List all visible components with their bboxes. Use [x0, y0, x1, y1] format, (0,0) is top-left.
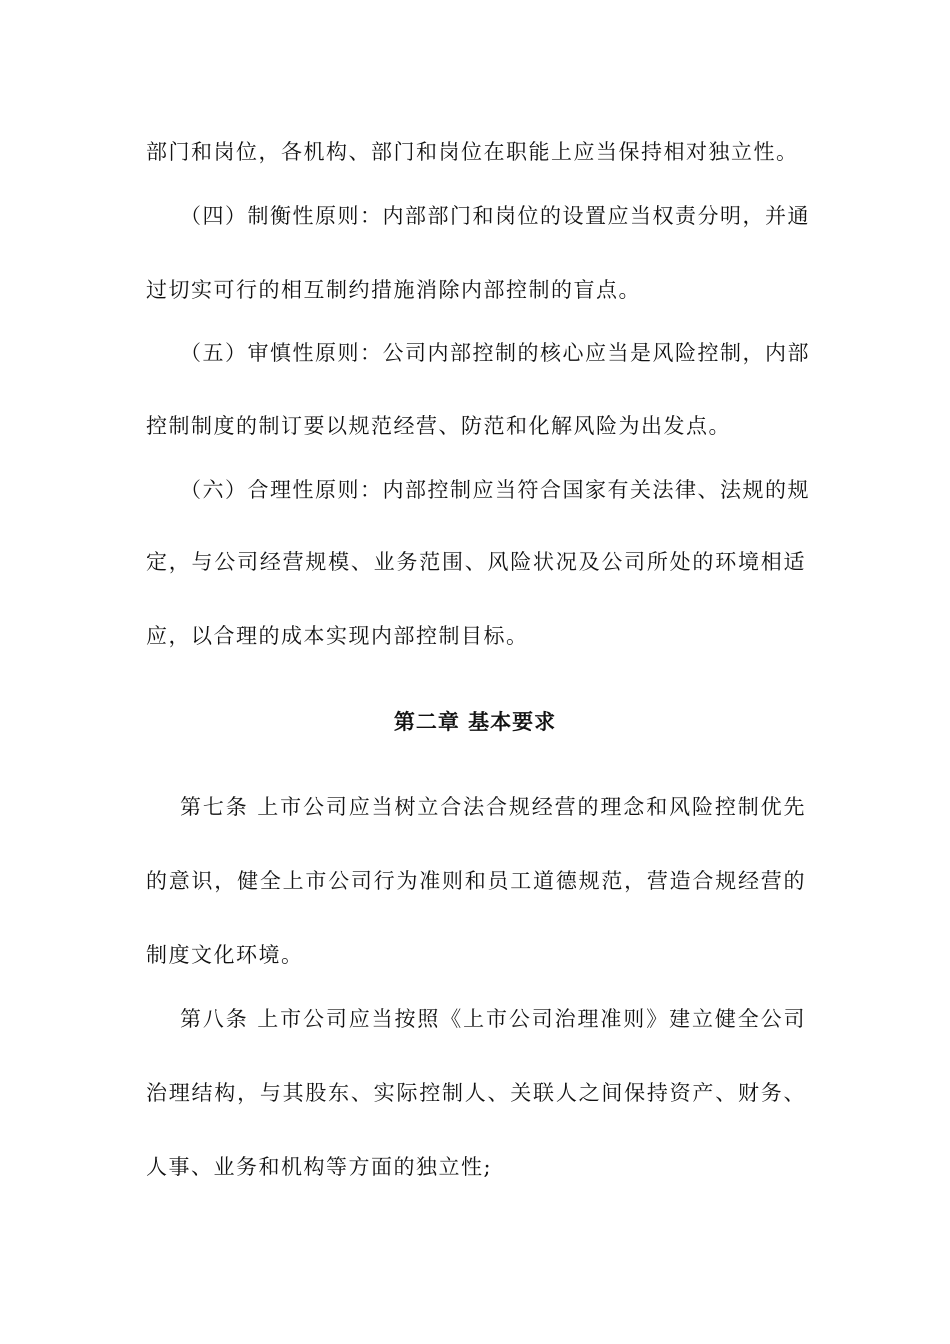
paragraph-line: 控制制度的制订要以规范经营、防范和化解风险为出发点。 [146, 414, 731, 438]
paragraph-line: 治理结构，与其股东、实际控制人、关联人之间保持资产、财务、 [146, 1081, 806, 1105]
paragraph-line: （六）合理性原则：内部控制应当符合国家有关法律、法规的规 [180, 478, 810, 502]
paragraph-line: （五）审慎性原则：公司内部控制的核心应当是风险控制，内部 [180, 341, 810, 365]
paragraph-line: 第八条 上市公司应当按照《上市公司治理准则》建立健全公司 [180, 1007, 806, 1031]
paragraph-line: 过切实可行的相互制约措施消除内部控制的盲点。 [146, 278, 641, 302]
paragraph-line: 第七条 上市公司应当树立合法合规经营的理念和风险控制优先 [180, 795, 806, 819]
paragraph-line: 应，以合理的成本实现内部控制目标。 [146, 624, 529, 648]
paragraph-line: （四）制衡性原则：内部部门和岗位的设置应当权责分明，并通 [180, 204, 810, 228]
paragraph-line: 人事、业务和机构等方面的独立性; [146, 1155, 493, 1179]
paragraph-line: 制度文化环境。 [146, 943, 304, 967]
paragraph-line: 部门和岗位，各机构、部门和岗位在职能上应当保持相对独立性。 [146, 140, 799, 164]
paragraph-line: 定，与公司经营规模、业务范围、风险状况及公司所处的环境相适 [146, 550, 806, 574]
paragraph-line: 的意识，健全上市公司行为准则和员工道德规范，营造合规经营的 [146, 869, 806, 893]
chapter-heading: 第二章 基本要求 [393, 709, 557, 734]
